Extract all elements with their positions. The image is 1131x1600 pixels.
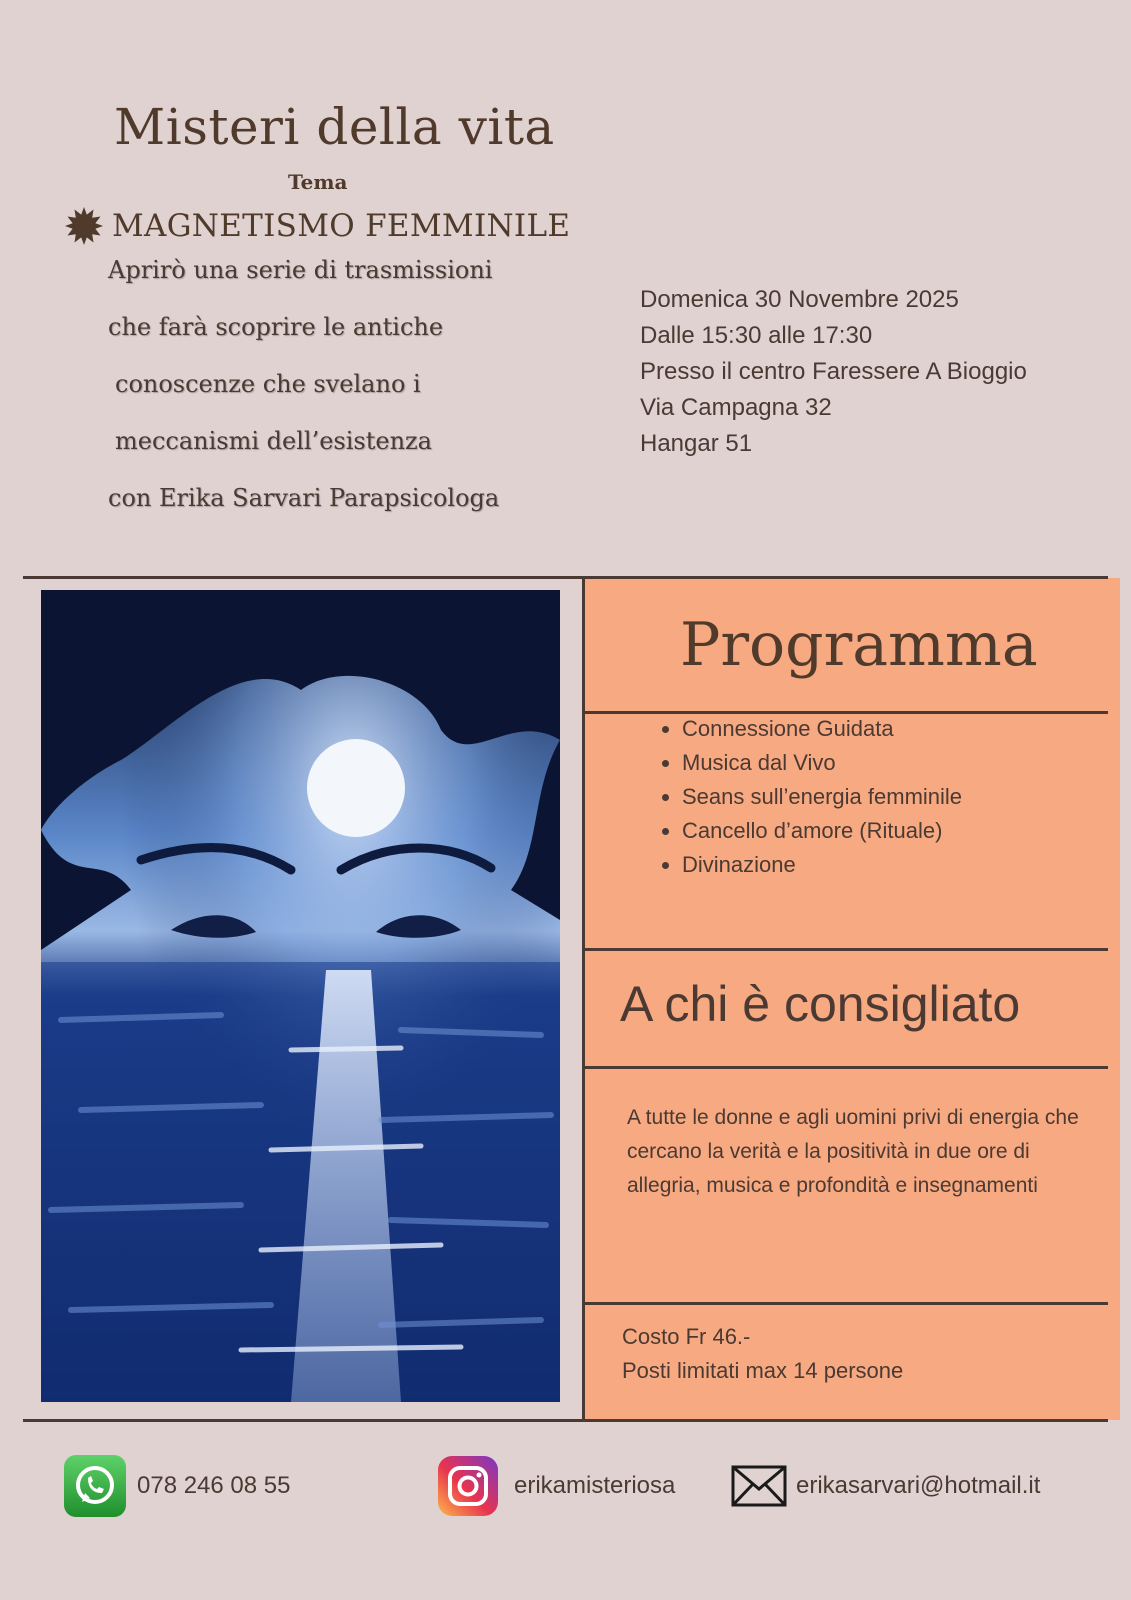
divider-consigliato — [582, 1066, 1108, 1069]
intro-line-2: che farà scoprire le antiche — [108, 313, 444, 341]
intro-line-4: meccanismi dell’esistenza — [115, 427, 432, 455]
email-address: erikasarvari@hotmail.it — [796, 1472, 1041, 1499]
cost-text: Costo Fr 46.- — [622, 1324, 751, 1349]
list-item: • Seans sull’energia femminile — [682, 780, 982, 814]
intro-line-3: conoscenze che svelano i — [115, 370, 421, 398]
divider-cost — [582, 1302, 1108, 1305]
programma-title: Programma — [680, 610, 1038, 680]
divider-list — [582, 948, 1108, 951]
event-time: Dalle 15:30 alle 17:30 — [640, 322, 873, 349]
envelope-icon — [731, 1465, 787, 1507]
event-building: Hangar 51 — [640, 430, 753, 457]
contact-instagram[interactable] — [438, 1456, 675, 1516]
theme-row — [64, 206, 570, 246]
page-title: Misteri della vita — [114, 98, 555, 156]
list-item: • Connessione Guidata — [682, 712, 982, 746]
list-item: • Divinazione — [682, 848, 982, 882]
theme-label: Tema — [288, 170, 348, 194]
event-street: Via Campagna 32 — [640, 394, 832, 421]
moon-face-painting — [41, 590, 560, 1402]
consigliato-text: A tutte le donne e agli uomini privi di energia che cercano la verità e la positività in due ore di allegria, musica e profondità e insegnamenti — [627, 1106, 1079, 1197]
event-venue: Presso il centro Faressere A Bioggio — [640, 358, 1027, 385]
sun-burst-icon — [64, 206, 104, 246]
moon-face-image — [41, 590, 560, 1402]
event-info — [640, 282, 1027, 462]
consigliato-title: A chi è consigliato — [620, 976, 1021, 1032]
instagram-handle: erikamisteriosa — [514, 1472, 676, 1499]
contact-email[interactable] — [731, 1465, 1040, 1507]
divider-top — [23, 576, 1108, 579]
programma-list — [660, 712, 982, 882]
phone-number: 078 246 08 55 — [137, 1472, 291, 1499]
seats-text: Posti limitati max 14 persone — [622, 1358, 904, 1383]
list-item: • Cancello d’amore (Rituale) — [682, 814, 982, 848]
divider-bottom — [23, 1419, 1108, 1422]
event-date: Domenica 30 Novembre 2025 — [640, 286, 959, 313]
list-item: • Musica dal Vivo — [682, 746, 982, 780]
pricing — [622, 1320, 903, 1388]
intro-line-1: Aprirò una serie di trasmissioni — [108, 256, 493, 284]
whatsapp-icon — [64, 1455, 126, 1517]
instagram-icon — [438, 1456, 498, 1516]
intro-line-5: con Erika Sarvari Parapsicologa — [108, 484, 500, 512]
contact-phone[interactable] — [64, 1455, 290, 1517]
panel-vertical-divider — [582, 576, 585, 1421]
theme-name: MAGNETISMO FEMMINILE — [112, 208, 571, 244]
